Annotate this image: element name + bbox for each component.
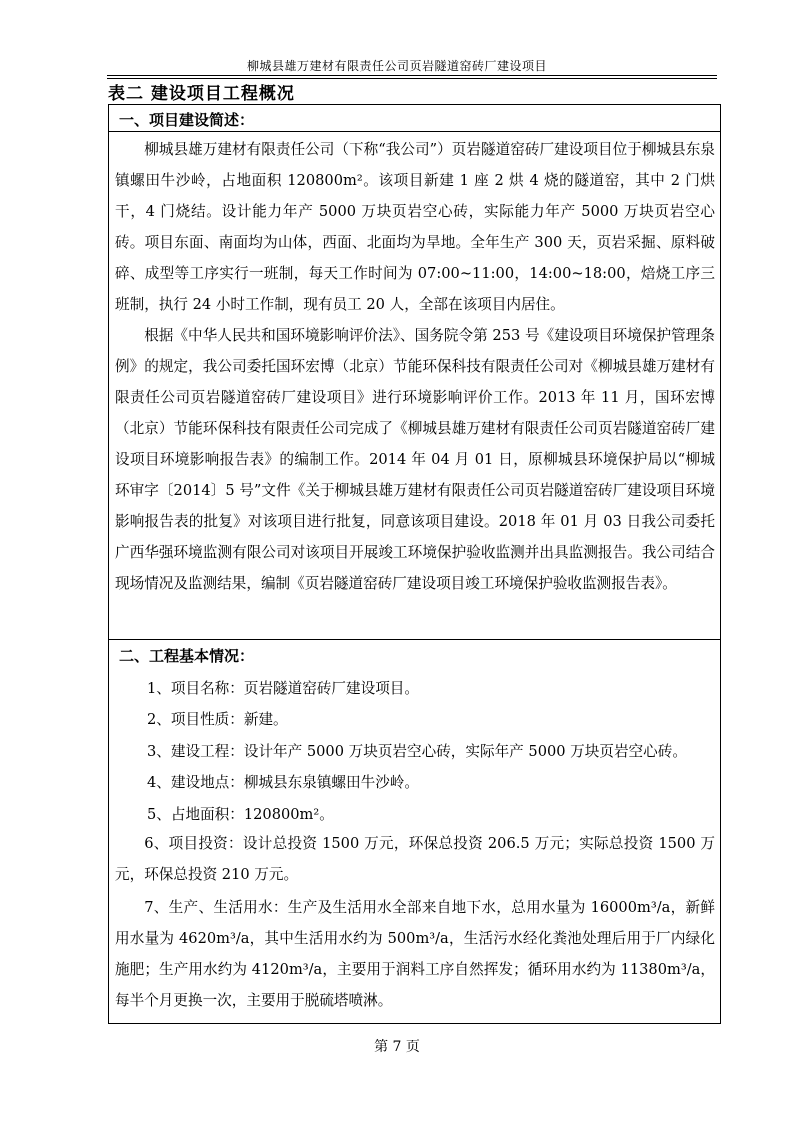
row-divider — [109, 639, 720, 640]
item-location: 4、建设地点：柳城县东泉镇螺田牛沙岭。 — [147, 774, 419, 791]
page-header: 柳城县雄万建材有限责任公司页岩隧道窑砖厂建设项目 — [246, 59, 547, 73]
page-number: 第 7 页 — [374, 1039, 420, 1055]
item-investment: 6、项目投资：设计总投资 1500 万元，环保总投资 206.5 万元；实际总投资 1500 万元，环保总投资 210 万元。 — [115, 835, 715, 883]
part2-heading: 二、工程基本情况： — [119, 647, 255, 665]
eia-history-paragraph: 根据《中华人民共和国环境影响评价法》、国务院令第 253 号《建设项目环境保护管理条例》的规定，我公司委托国环宏博（北京）节能环保科技有限责任公司对《柳城县雄万建材有限责任公司页岩隧道窑砖厂建设项目》进行环境影响评价工作。2013 年 11 月，国环宏博（北京）节能环保科技有限责任公司完成了《柳城县雄万建材有限责任公司页岩隧道窑砖厂建设项目环境影响报告表》的编制工作。2014 年 04 月 01 日，原柳城县环境保护局以“柳城环审字〔2014〕5 号”文件《关于柳城县雄万建材有限责任公司页岩隧道窑砖厂建设项目环境影响报告表的批复》对该项目进行批复，同意该项目建设。2018 年 01 月 03 日我公司委托广西华强环境监测有限公司对该项目开展竣工环境保护验收监测并出具监测报告。我公司结合现场情况及监测结果，编制《页岩隧道窑砖厂建设项目竣工环境保护验收监测报告表》。 — [115, 327, 715, 592]
item-construction: 3、建设工程：设计年产 5000 万块页岩空心砖，实际年产 5000 万块页岩空心砖。 — [147, 743, 687, 760]
item-project-nature: 2、项目性质：新建。 — [147, 711, 288, 728]
section-title: 表二 建设项目工程概况 — [108, 84, 295, 104]
content-table — [108, 104, 721, 1024]
row-divider — [109, 131, 720, 132]
header-rule — [107, 75, 717, 76]
project-summary-paragraph: 柳城县雄万建材有限责任公司（下称“我公司”）页岩隧道窑砖厂建设项目位于柳城县东泉镇螺田牛沙岭，占地面积 120800m²。该项目新建 1 座 2 烘 4 烧的隧道窑，其中 2 门烘干，4 门烧结。设计能力年产 5000 万块页岩空心砖，实际能力年产 5000 万块页岩空心砖。项目东面、南面均为山体，西面、北面均为旱地。全年生产 300 天，页岩采掘、原料破碎、成型等工序实行一班制，每天工作时间为 07:00~11:00，14:00~18:00，焙烧工序三班制，执行 24 小时工作制，现有员工 20 人，全部在该项目内居住。 — [115, 141, 715, 313]
part1-heading: 一、项目建设简述： — [119, 111, 255, 129]
item-water-usage: 7、生产、生活用水：生产及生活用水全部来自地下水，总用水量为 16000m³/a，新鲜用水量为 4620m³/a，其中生活用水约为 500m³/a，生活污水经化粪池处理后用于厂内绿化施肥；生产用水约为 4120m³/a，主要用于润料工序自然挥发；循环用水约为 11380m³/a，每半个月更换一次，主要用于脱硫塔喷淋。 — [115, 899, 715, 1009]
item-project-name: 1、项目名称：页岩隧道窑砖厂建设项目。 — [147, 680, 419, 697]
item-land-area: 5、占地面积：120800m²。 — [147, 806, 334, 823]
